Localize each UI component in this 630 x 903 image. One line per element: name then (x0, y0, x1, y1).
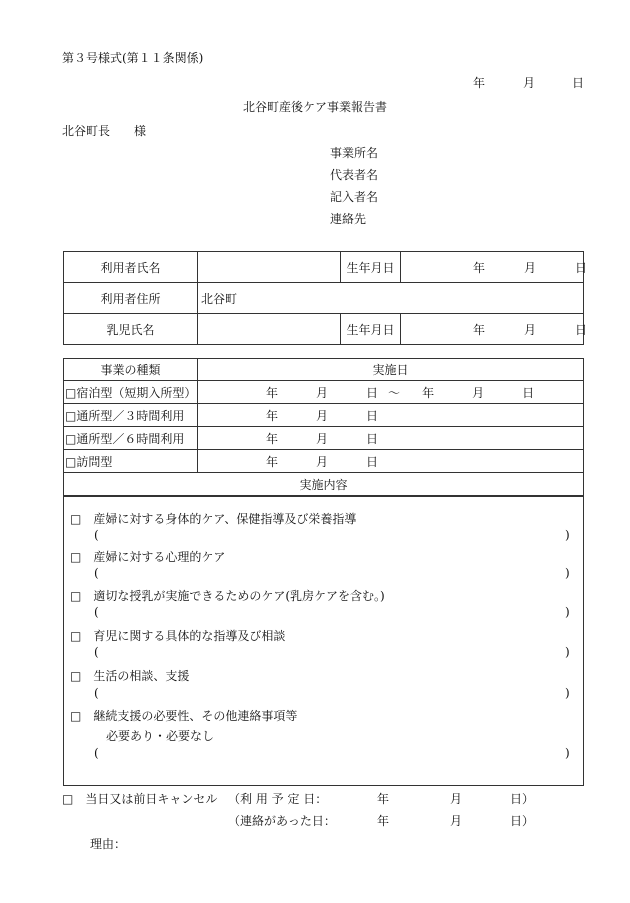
content-note-physical-care[interactable] (96, 526, 562, 544)
date-day-label: 日 (572, 76, 585, 90)
paren-close: ) (565, 528, 570, 542)
content-note-breastfeeding-care[interactable] (96, 603, 562, 621)
day-unit: 日 (522, 385, 535, 400)
addressee: 北谷町長 様 (62, 124, 147, 138)
paren-close: ) (565, 605, 570, 619)
year-unit: 年 (266, 454, 279, 469)
month-unit: 月 (450, 814, 463, 828)
user-birth-label: 生年月日 (341, 252, 401, 283)
content-item-childcare-guidance[interactable]: □ 育児に関する具体的な指導及び相談 (70, 629, 286, 643)
paren-open: ( (94, 605, 99, 619)
month-unit: 月 (472, 385, 485, 400)
year-unit: 年 (473, 260, 486, 275)
day-unit: 日 (366, 431, 379, 446)
writer-label: 記入者名 (330, 190, 379, 204)
range-tilde: ～ (388, 385, 401, 400)
user-name-field[interactable] (198, 252, 341, 283)
year-unit: 年 (266, 385, 279, 400)
user-birth-field[interactable] (401, 252, 588, 283)
day-unit: 日 (366, 408, 379, 423)
service-type-daycare-6h[interactable]: □通所型／６時間利用 (64, 427, 198, 450)
service-date-header: 実施日 (198, 359, 584, 381)
paren-close: ) (565, 566, 570, 580)
document-title: 北谷町産後ケア事業報告書 (242, 100, 387, 114)
service-date-daycare-3h[interactable] (198, 404, 584, 427)
month-unit: 月 (316, 454, 329, 469)
day-unit: 日 (575, 260, 588, 275)
content-item-physical-care[interactable]: □ 産婦に対する身体的ケア、保健指導及び栄養指導 (70, 512, 357, 526)
contact-label: 連絡先 (330, 212, 367, 226)
service-table (63, 358, 584, 496)
paren-close: ) (565, 645, 570, 659)
service-date-daycare-6h[interactable] (198, 427, 584, 450)
infant-birth-label: 生年月日 (341, 314, 401, 345)
year-unit: 年 (422, 385, 435, 400)
representative-label: 代表者名 (330, 168, 379, 182)
day-unit: 日 (366, 385, 379, 400)
content-note-psychological-care[interactable] (96, 564, 562, 582)
year-unit: 年 (377, 814, 390, 828)
service-date-visit[interactable] (198, 450, 584, 473)
year-unit: 年 (266, 408, 279, 423)
infant-name-field[interactable] (198, 314, 341, 345)
month-unit: 月 (316, 408, 329, 423)
day-unit: 日） (510, 792, 535, 806)
year-unit: 年 (473, 322, 486, 337)
month-unit: 月 (524, 260, 537, 275)
service-date-stay[interactable] (198, 381, 584, 404)
day-unit: 日 (366, 454, 379, 469)
content-note-childcare-guidance[interactable] (96, 643, 562, 661)
content-header: 実施内容 (64, 473, 584, 496)
user-name-label: 利用者氏名 (64, 252, 198, 283)
month-unit: 月 (524, 322, 537, 337)
planned-date-label: （利 用 予 定 日： (228, 792, 328, 806)
service-type-stay[interactable]: □宿泊型（短期入所型） (64, 381, 198, 404)
reason-label: 理由： (90, 837, 127, 851)
paren-open: ( (94, 645, 99, 659)
form-number: 第３号様式(第１１条関係) (62, 51, 204, 65)
reason-field[interactable] (130, 833, 580, 851)
content-note-continued-support[interactable] (96, 744, 562, 762)
cancel-checkbox-label[interactable]: □ 当日又は前日キャンセル (62, 792, 218, 806)
contacted-date-label: （連絡があった日： (228, 814, 336, 828)
service-type-daycare-3h[interactable]: □通所型／３時間利用 (64, 404, 198, 427)
infant-birth-field[interactable] (401, 314, 588, 345)
year-unit: 年 (377, 792, 390, 806)
user-info-table (63, 251, 588, 345)
paren-open: ( (94, 746, 99, 760)
office-name-label: 事業所名 (330, 146, 379, 160)
year-unit: 年 (266, 431, 279, 446)
paren-close: ) (565, 686, 570, 700)
content-item-life-support[interactable]: □ 生活の相談、支援 (70, 669, 190, 683)
date-year-label: 年 (473, 76, 486, 90)
content-item-psychological-care[interactable]: □ 産婦に対する心理的ケア (70, 550, 226, 564)
month-unit: 月 (450, 792, 463, 806)
user-address-label: 利用者住所 (64, 283, 198, 314)
paren-open: ( (94, 566, 99, 580)
service-type-visit[interactable]: □訪問型 (64, 450, 198, 473)
service-type-header: 事業の種類 (64, 359, 198, 381)
day-unit: 日 (575, 322, 588, 337)
month-unit: 月 (316, 385, 329, 400)
content-item-breastfeeding-care[interactable]: □ 適切な授乳が実施できるためのケア(乳房ケアを含む。) (70, 589, 385, 603)
content-note-life-support[interactable] (96, 684, 562, 702)
date-month-label: 月 (523, 76, 536, 90)
infant-name-label: 乳児氏名 (64, 314, 198, 345)
paren-close: ) (565, 746, 570, 760)
user-address-field[interactable]: 北谷町 (198, 283, 584, 314)
paren-open: ( (94, 686, 99, 700)
content-item-continued-support[interactable]: □ 継続支援の必要性、その他連絡事項等 (70, 709, 298, 723)
continued-support-options[interactable]: 必要あり・必要なし (106, 729, 215, 743)
paren-open: ( (94, 528, 99, 542)
day-unit: 日） (510, 814, 535, 828)
month-unit: 月 (316, 431, 329, 446)
